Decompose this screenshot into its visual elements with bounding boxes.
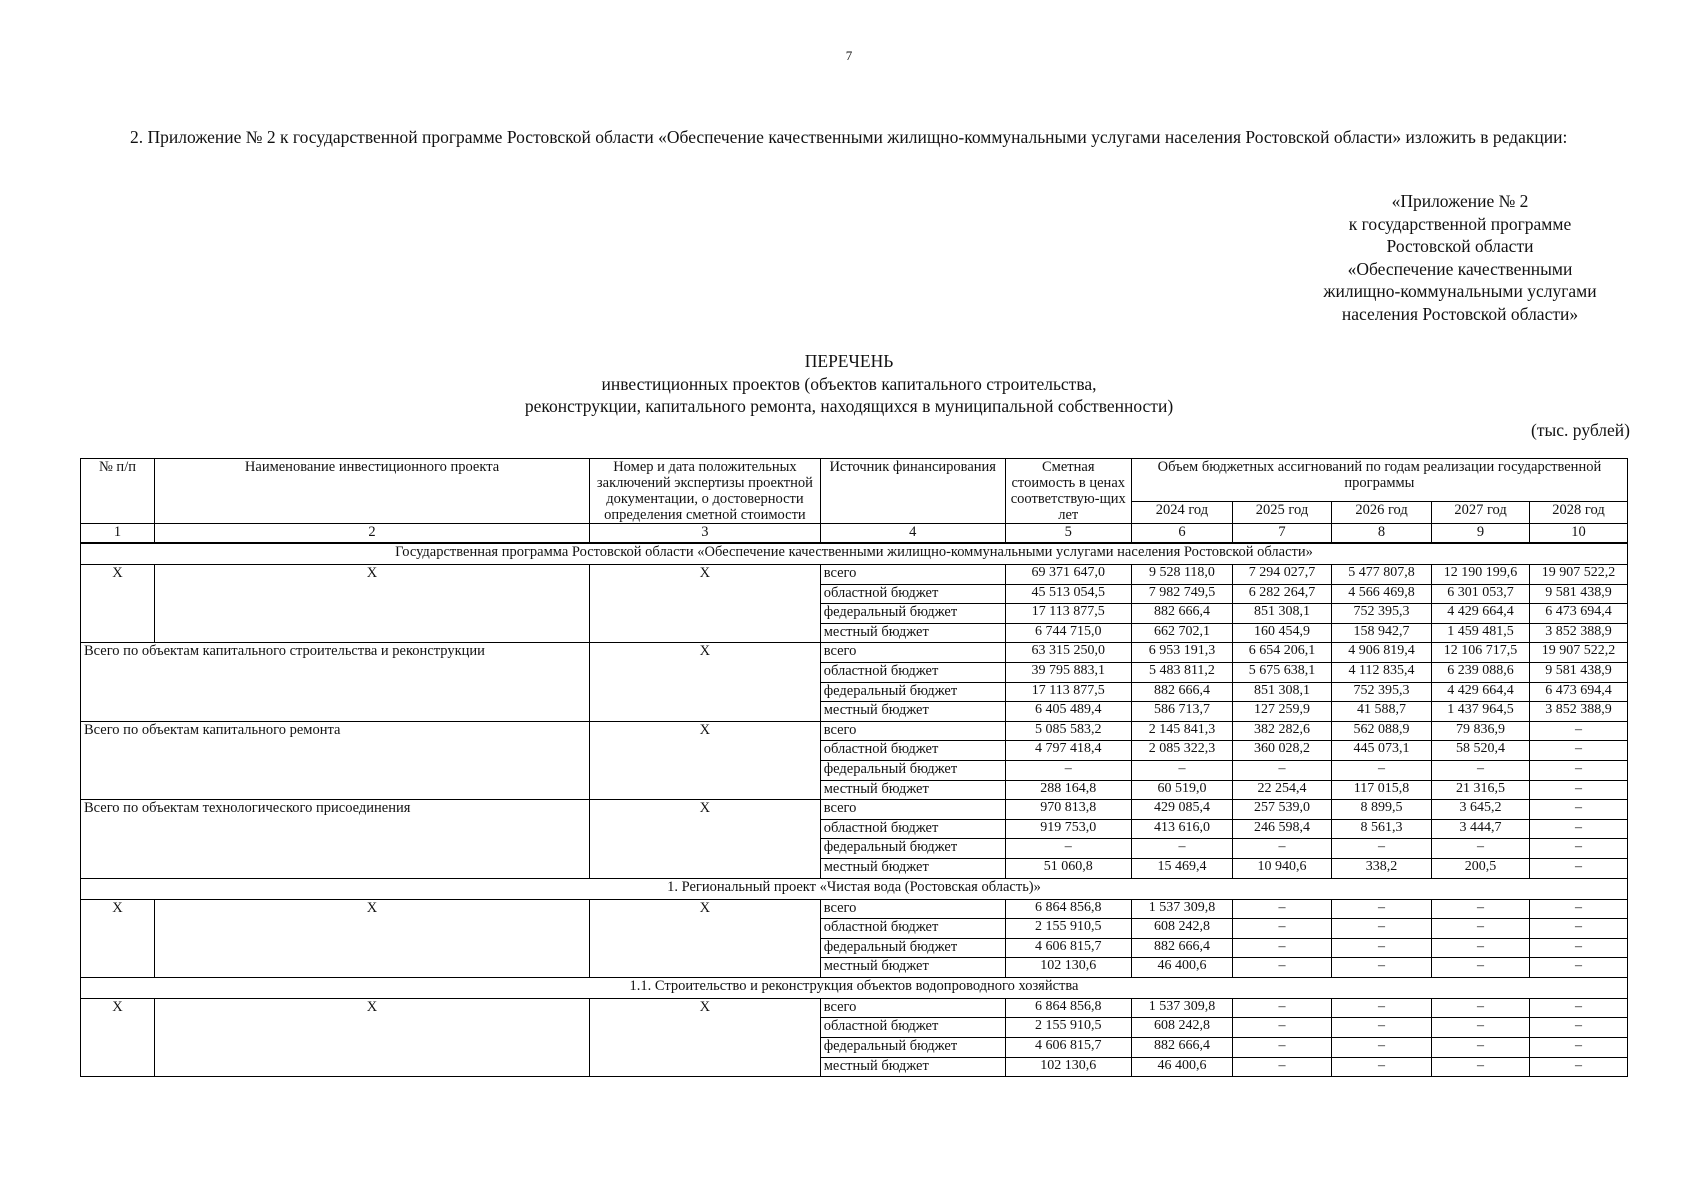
value-cell: – bbox=[1432, 998, 1530, 1018]
value-cell: 6 301 053,7 bbox=[1432, 584, 1530, 604]
funding-source-cell: местный бюджет bbox=[820, 702, 1005, 722]
value-cell: – bbox=[1529, 839, 1627, 859]
value-cell: 882 666,4 bbox=[1131, 682, 1232, 702]
funding-source-cell: областной бюджет bbox=[820, 662, 1005, 682]
value-cell: 4 429 664,4 bbox=[1432, 682, 1530, 702]
appendix-block bbox=[1290, 190, 1630, 325]
column-number: 8 bbox=[1332, 524, 1432, 544]
value-cell: – bbox=[1332, 1057, 1432, 1077]
column-number: 1 bbox=[81, 524, 155, 544]
value-cell: 117 015,8 bbox=[1332, 780, 1432, 800]
appendix-line: к государственной программе bbox=[1348, 213, 1572, 234]
value-cell: 6 239 088,6 bbox=[1432, 662, 1530, 682]
header-cell-year: 2026 год bbox=[1332, 501, 1432, 523]
value-cell: 8 899,5 bbox=[1332, 800, 1432, 820]
column-number: 6 bbox=[1131, 524, 1232, 544]
funding-source-cell: областной бюджет bbox=[820, 741, 1005, 761]
section-row bbox=[81, 977, 1628, 998]
value-cell: 4 606 815,7 bbox=[1005, 1038, 1131, 1058]
value-cell: 882 666,4 bbox=[1131, 938, 1232, 958]
value-cell: 10 940,6 bbox=[1233, 858, 1332, 878]
project-name-cell: X bbox=[154, 565, 589, 643]
value-cell: 46 400,6 bbox=[1131, 1057, 1232, 1077]
section-title: Государственная программа Ростовской области «Обеспечение качественными жилищно-коммунальными услугами населения Ростовской области» bbox=[81, 543, 1628, 565]
appendix-line: населения Ростовской области» bbox=[1341, 303, 1579, 324]
column-number: 9 bbox=[1432, 524, 1530, 544]
header-cell-cost: Сметная стоимость в ценах соответствую-щих лет bbox=[1005, 459, 1131, 524]
table-body bbox=[81, 543, 1628, 1077]
value-cell: 45 513 054,5 bbox=[1005, 584, 1131, 604]
funding-source-cell: федеральный бюджет bbox=[820, 1038, 1005, 1058]
total-name-cell: Всего по объектам капитального строительства и реконструкции bbox=[81, 643, 590, 721]
value-cell: – bbox=[1432, 919, 1530, 939]
funding-source-cell: всего bbox=[820, 643, 1005, 663]
column-number-row bbox=[81, 524, 1628, 544]
value-cell: – bbox=[1432, 958, 1530, 978]
value-cell: – bbox=[1233, 1018, 1332, 1038]
document-subtitle-line: инвестиционных проектов (объектов капитального строительства, bbox=[601, 373, 1097, 394]
value-cell: – bbox=[1332, 1018, 1432, 1038]
value-cell: – bbox=[1529, 741, 1627, 761]
table-row bbox=[81, 998, 1628, 1018]
value-cell: 1 537 309,8 bbox=[1131, 998, 1232, 1018]
value-cell: 15 469,4 bbox=[1131, 858, 1232, 878]
value-cell: 102 130,6 bbox=[1005, 958, 1131, 978]
value-cell: – bbox=[1529, 858, 1627, 878]
value-cell: 5 085 583,2 bbox=[1005, 721, 1131, 741]
value-cell: – bbox=[1432, 938, 1530, 958]
value-cell: – bbox=[1332, 839, 1432, 859]
value-cell: 63 315 250,0 bbox=[1005, 643, 1131, 663]
units-label: (тыс. рублей) bbox=[1531, 420, 1630, 440]
value-cell: – bbox=[1233, 839, 1332, 859]
funding-source-cell: областной бюджет bbox=[820, 584, 1005, 604]
value-cell: 4 429 664,4 bbox=[1432, 604, 1530, 624]
value-cell: 2 145 841,3 bbox=[1131, 721, 1232, 741]
value-cell: 160 454,9 bbox=[1233, 623, 1332, 643]
value-cell: 127 259,9 bbox=[1233, 702, 1332, 722]
table-row bbox=[81, 721, 1628, 741]
value-cell: – bbox=[1233, 958, 1332, 978]
expertise-cell: X bbox=[590, 899, 821, 977]
value-cell: 39 795 883,1 bbox=[1005, 662, 1131, 682]
value-cell: 69 371 647,0 bbox=[1005, 565, 1131, 585]
value-cell: – bbox=[1529, 899, 1627, 919]
value-cell: 8 561,3 bbox=[1332, 819, 1432, 839]
value-cell: – bbox=[1529, 919, 1627, 939]
section-title: 1.1. Строительство и реконструкция объектов водопроводного хозяйства bbox=[81, 977, 1628, 998]
value-cell: – bbox=[1233, 1038, 1332, 1058]
value-cell: – bbox=[1233, 919, 1332, 939]
value-cell: 200,5 bbox=[1432, 858, 1530, 878]
value-cell: 6 654 206,1 bbox=[1233, 643, 1332, 663]
funding-source-cell: местный бюджет bbox=[820, 858, 1005, 878]
appendix-line: жилищно-коммунальными услугами bbox=[1323, 281, 1597, 301]
value-cell: 3 444,7 bbox=[1432, 819, 1530, 839]
value-cell: 21 316,5 bbox=[1432, 780, 1530, 800]
value-cell: – bbox=[1233, 899, 1332, 919]
value-cell: 3 852 388,9 bbox=[1529, 623, 1627, 643]
column-number: 7 bbox=[1233, 524, 1332, 544]
header-cell-year: 2028 год bbox=[1529, 501, 1627, 523]
value-cell: 1 537 309,8 bbox=[1131, 899, 1232, 919]
table-row bbox=[81, 643, 1628, 663]
value-cell: – bbox=[1529, 780, 1627, 800]
value-cell: 2 155 910,5 bbox=[1005, 919, 1131, 939]
value-cell: 6 473 694,4 bbox=[1529, 604, 1627, 624]
expertise-cell: X bbox=[590, 721, 821, 799]
value-cell: 58 520,4 bbox=[1432, 741, 1530, 761]
value-cell: 12 190 199,6 bbox=[1432, 565, 1530, 585]
value-cell: – bbox=[1005, 760, 1131, 780]
value-cell: 5 675 638,1 bbox=[1233, 662, 1332, 682]
value-cell: 851 308,1 bbox=[1233, 682, 1332, 702]
funding-source-cell: местный бюджет bbox=[820, 623, 1005, 643]
funding-source-cell: всего bbox=[820, 899, 1005, 919]
value-cell: – bbox=[1332, 998, 1432, 1018]
row-number-cell: X bbox=[81, 998, 155, 1076]
value-cell: – bbox=[1432, 1038, 1530, 1058]
value-cell: 882 666,4 bbox=[1131, 604, 1232, 624]
value-cell: 360 028,2 bbox=[1233, 741, 1332, 761]
value-cell: 102 130,6 bbox=[1005, 1057, 1131, 1077]
value-cell: – bbox=[1529, 721, 1627, 741]
value-cell: 5 483 811,2 bbox=[1131, 662, 1232, 682]
value-cell: – bbox=[1332, 919, 1432, 939]
header-cell-number: № п/п bbox=[81, 459, 155, 524]
value-cell: – bbox=[1233, 760, 1332, 780]
value-cell: 2 155 910,5 bbox=[1005, 1018, 1131, 1038]
value-cell: 246 598,4 bbox=[1233, 819, 1332, 839]
value-cell: 6 282 264,7 bbox=[1233, 584, 1332, 604]
value-cell: 970 813,8 bbox=[1005, 800, 1131, 820]
expertise-cell: X bbox=[590, 565, 821, 643]
value-cell: – bbox=[1131, 760, 1232, 780]
header-cell-year: 2025 год bbox=[1233, 501, 1332, 523]
value-cell: 6 744 715,0 bbox=[1005, 623, 1131, 643]
value-cell: 445 073,1 bbox=[1332, 741, 1432, 761]
value-cell: 851 308,1 bbox=[1233, 604, 1332, 624]
header-cell-budget: Объем бюджетных ассигнований по годам реализации государственной программы bbox=[1131, 459, 1627, 502]
value-cell: – bbox=[1432, 1057, 1530, 1077]
appendix-line: «Обеспечение качественными bbox=[1347, 258, 1573, 279]
row-number-cell: X bbox=[81, 565, 155, 643]
section-row bbox=[81, 878, 1628, 899]
table-row bbox=[81, 565, 1628, 585]
value-cell: 5 477 807,8 bbox=[1332, 565, 1432, 585]
appendix-line: Ростовской области bbox=[1386, 236, 1534, 256]
table-row bbox=[81, 899, 1628, 919]
value-cell: 60 519,0 bbox=[1131, 780, 1232, 800]
value-cell: – bbox=[1332, 1038, 1432, 1058]
value-cell: 608 242,8 bbox=[1131, 919, 1232, 939]
value-cell: 1 459 481,5 bbox=[1432, 623, 1530, 643]
value-cell: – bbox=[1131, 839, 1232, 859]
funding-source-cell: федеральный бюджет bbox=[820, 604, 1005, 624]
funding-source-cell: всего bbox=[820, 565, 1005, 585]
value-cell: 7 294 027,7 bbox=[1233, 565, 1332, 585]
table-row bbox=[81, 800, 1628, 820]
value-cell: 4 566 469,8 bbox=[1332, 584, 1432, 604]
value-cell: – bbox=[1529, 819, 1627, 839]
value-cell: 9 581 438,9 bbox=[1529, 662, 1627, 682]
value-cell: – bbox=[1332, 958, 1432, 978]
investment-projects-table bbox=[80, 458, 1628, 1077]
value-cell: 752 395,3 bbox=[1332, 682, 1432, 702]
expertise-cell: X bbox=[590, 998, 821, 1076]
value-cell: 882 666,4 bbox=[1131, 1038, 1232, 1058]
funding-source-cell: местный бюджет bbox=[820, 1057, 1005, 1077]
value-cell: – bbox=[1529, 938, 1627, 958]
value-cell: 19 907 522,2 bbox=[1529, 643, 1627, 663]
funding-source-cell: федеральный бюджет bbox=[820, 938, 1005, 958]
section-title: 1. Региональный проект «Чистая вода (Ростовская область)» bbox=[81, 878, 1628, 899]
value-cell: 41 588,7 bbox=[1332, 702, 1432, 722]
value-cell: 6 864 856,8 bbox=[1005, 998, 1131, 1018]
value-cell: 429 085,4 bbox=[1131, 800, 1232, 820]
value-cell: 9 528 118,0 bbox=[1131, 565, 1232, 585]
value-cell: 919 753,0 bbox=[1005, 819, 1131, 839]
value-cell: 6 953 191,3 bbox=[1131, 643, 1232, 663]
value-cell: 257 539,0 bbox=[1233, 800, 1332, 820]
value-cell: – bbox=[1332, 938, 1432, 958]
total-name-cell: Всего по объектам технологического присоединения bbox=[81, 800, 590, 878]
value-cell: 9 581 438,9 bbox=[1529, 584, 1627, 604]
expertise-cell: X bbox=[590, 800, 821, 878]
value-cell: 562 088,9 bbox=[1332, 721, 1432, 741]
value-cell: – bbox=[1529, 760, 1627, 780]
document-title: ПЕРЕЧЕНЬ bbox=[804, 351, 894, 371]
intro-paragraph: 2. Приложение № 2 к государственной программе Ростовской области «Обеспечение качественными жилищно-коммунальными услугами населения Ростовской области» изложить в редакции: bbox=[130, 127, 1568, 147]
value-cell: – bbox=[1529, 958, 1627, 978]
column-number: 4 bbox=[820, 524, 1005, 544]
appendix-line: «Приложение № 2 bbox=[1391, 191, 1529, 211]
value-cell: – bbox=[1233, 938, 1332, 958]
value-cell: 12 106 717,5 bbox=[1432, 643, 1530, 663]
value-cell: 17 113 877,5 bbox=[1005, 604, 1131, 624]
value-cell: – bbox=[1432, 760, 1530, 780]
value-cell: 288 164,8 bbox=[1005, 780, 1131, 800]
funding-source-cell: областной бюджет bbox=[820, 819, 1005, 839]
value-cell: 19 907 522,2 bbox=[1529, 565, 1627, 585]
value-cell: 17 113 877,5 bbox=[1005, 682, 1131, 702]
header-cell-name: Наименование инвестиционного проекта bbox=[154, 459, 589, 524]
funding-source-cell: всего bbox=[820, 721, 1005, 741]
funding-source-cell: областной бюджет bbox=[820, 1018, 1005, 1038]
header-cell-year: 2024 год bbox=[1131, 501, 1232, 523]
value-cell: 22 254,4 bbox=[1233, 780, 1332, 800]
funding-source-cell: местный бюджет bbox=[820, 780, 1005, 800]
value-cell: – bbox=[1529, 998, 1627, 1018]
value-cell: 79 836,9 bbox=[1432, 721, 1530, 741]
column-number: 3 bbox=[590, 524, 821, 544]
value-cell: – bbox=[1332, 899, 1432, 919]
value-cell: 46 400,6 bbox=[1131, 958, 1232, 978]
funding-source-cell: областной бюджет bbox=[820, 919, 1005, 939]
funding-source-cell: местный бюджет bbox=[820, 958, 1005, 978]
value-cell: – bbox=[1529, 1057, 1627, 1077]
total-name-cell: Всего по объектам капитального ремонта bbox=[81, 721, 590, 799]
value-cell: 7 982 749,5 bbox=[1131, 584, 1232, 604]
value-cell: – bbox=[1432, 1018, 1530, 1038]
value-cell: 6 405 489,4 bbox=[1005, 702, 1131, 722]
value-cell: – bbox=[1233, 1057, 1332, 1077]
value-cell: 338,2 bbox=[1332, 858, 1432, 878]
value-cell: 4 906 819,4 bbox=[1332, 643, 1432, 663]
document-subtitle-line: реконструкции, капитального ремонта, находящихся в муниципальной собственности) bbox=[524, 396, 1174, 416]
value-cell: 4 797 418,4 bbox=[1005, 741, 1131, 761]
project-name-cell: X bbox=[154, 998, 589, 1076]
page-number: 7 bbox=[845, 48, 853, 63]
value-cell: 3 852 388,9 bbox=[1529, 702, 1627, 722]
value-cell: – bbox=[1432, 839, 1530, 859]
section-row bbox=[81, 543, 1628, 565]
value-cell: 662 702,1 bbox=[1131, 623, 1232, 643]
document-title-block bbox=[0, 350, 1698, 418]
value-cell: – bbox=[1529, 1018, 1627, 1038]
value-cell: 413 616,0 bbox=[1131, 819, 1232, 839]
value-cell: 4 606 815,7 bbox=[1005, 938, 1131, 958]
value-cell: 2 085 322,3 bbox=[1131, 741, 1232, 761]
value-cell: 6 864 856,8 bbox=[1005, 899, 1131, 919]
funding-source-cell: всего bbox=[820, 800, 1005, 820]
value-cell: 752 395,3 bbox=[1332, 604, 1432, 624]
row-number-cell: X bbox=[81, 899, 155, 977]
column-number: 2 bbox=[154, 524, 589, 544]
value-cell: – bbox=[1529, 1038, 1627, 1058]
value-cell: 586 713,7 bbox=[1131, 702, 1232, 722]
header-cell-source: Источник финансирования bbox=[820, 459, 1005, 524]
value-cell: 3 645,2 bbox=[1432, 800, 1530, 820]
value-cell: – bbox=[1005, 839, 1131, 859]
value-cell: 51 060,8 bbox=[1005, 858, 1131, 878]
expertise-cell: X bbox=[590, 643, 821, 721]
value-cell: 608 242,8 bbox=[1131, 1018, 1232, 1038]
funding-source-cell: всего bbox=[820, 998, 1005, 1018]
funding-source-cell: федеральный бюджет bbox=[820, 760, 1005, 780]
column-number: 10 bbox=[1529, 524, 1627, 544]
funding-source-cell: федеральный бюджет bbox=[820, 682, 1005, 702]
value-cell: 382 282,6 bbox=[1233, 721, 1332, 741]
value-cell: – bbox=[1233, 998, 1332, 1018]
value-cell: 6 473 694,4 bbox=[1529, 682, 1627, 702]
value-cell: 1 437 964,5 bbox=[1432, 702, 1530, 722]
funding-source-cell: федеральный бюджет bbox=[820, 839, 1005, 859]
value-cell: – bbox=[1432, 899, 1530, 919]
header-cell-expertise: Номер и дата положительных заключений экспертизы проектной документации, о достоверности определения сметной стоимости bbox=[590, 459, 821, 524]
header-cell-year: 2027 год bbox=[1432, 501, 1530, 523]
value-cell: 158 942,7 bbox=[1332, 623, 1432, 643]
project-name-cell: X bbox=[154, 899, 589, 977]
column-number: 5 bbox=[1005, 524, 1131, 544]
value-cell: – bbox=[1529, 800, 1627, 820]
value-cell: 4 112 835,4 bbox=[1332, 662, 1432, 682]
value-cell: – bbox=[1332, 760, 1432, 780]
